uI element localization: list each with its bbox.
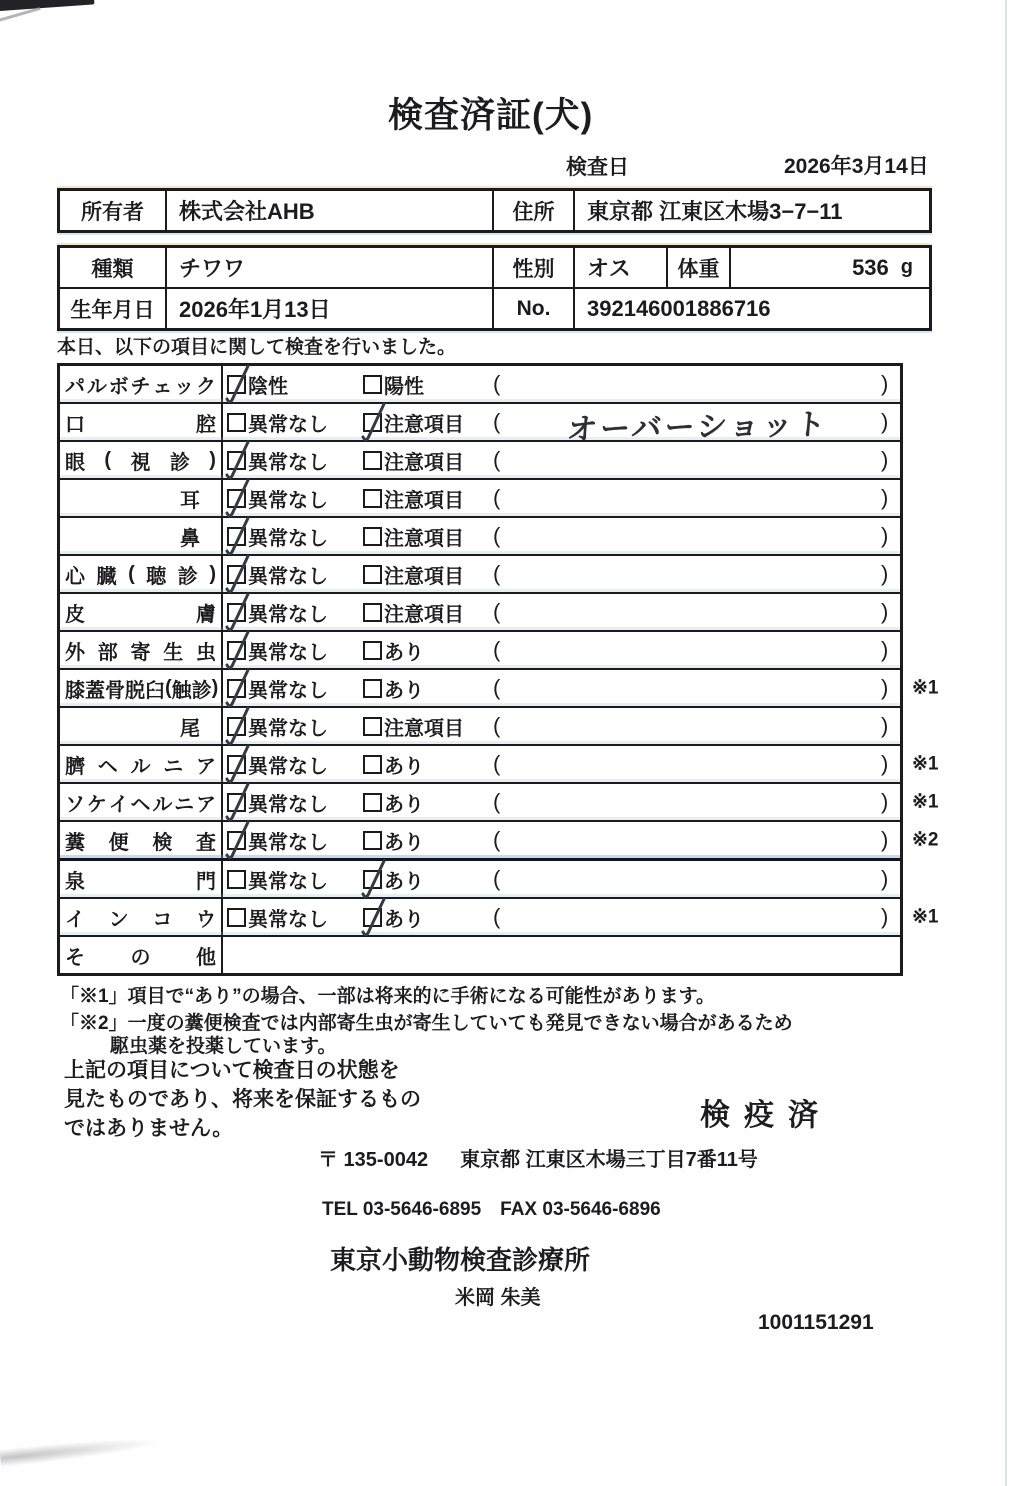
inspection-row bbox=[60, 820, 939, 858]
checkbox-icon bbox=[363, 870, 382, 889]
checkbox-icon bbox=[363, 413, 382, 432]
result-option-2 bbox=[363, 708, 464, 744]
inspection-row bbox=[60, 744, 939, 782]
checkbox-icon bbox=[227, 679, 246, 698]
species-value: チワワ bbox=[165, 248, 492, 287]
inspection-row bbox=[60, 630, 900, 668]
result-option-1-label: 異常なし bbox=[248, 527, 328, 550]
result-option-1 bbox=[227, 442, 328, 478]
result-option-2 bbox=[363, 746, 424, 782]
label-char: 生 bbox=[163, 641, 184, 664]
label-char: 臓 bbox=[96, 565, 117, 588]
label-char: ア bbox=[196, 755, 216, 778]
label-char: 聴 bbox=[146, 565, 167, 588]
result-option-2 bbox=[363, 366, 424, 402]
result-option-1-label: 異常なし bbox=[248, 793, 328, 816]
inspection-row-content bbox=[223, 480, 900, 516]
note-paren-open: ( bbox=[493, 827, 501, 852]
note-paren-close: ) bbox=[881, 523, 889, 548]
result-option-2-label: 注意項目 bbox=[384, 717, 464, 740]
label-char: ( bbox=[104, 448, 112, 471]
note-paren-close: ) bbox=[881, 751, 889, 776]
inspection-item-label bbox=[60, 937, 223, 973]
checkbox-icon bbox=[363, 451, 382, 470]
result-option-2 bbox=[363, 594, 464, 630]
inspection-row-content bbox=[223, 822, 900, 858]
serial-number: 1001151291 bbox=[758, 1311, 874, 1334]
result-option-1 bbox=[227, 404, 328, 440]
result-option-2 bbox=[363, 556, 464, 592]
result-option-2 bbox=[363, 480, 464, 516]
result-option-2 bbox=[363, 899, 424, 935]
label-char: ) bbox=[209, 448, 216, 471]
inspection-row bbox=[60, 554, 900, 592]
checkbox-icon bbox=[363, 603, 382, 622]
inspection-item-label bbox=[60, 594, 223, 630]
label-char: ヘ bbox=[97, 755, 118, 778]
label-char: 膝 bbox=[65, 679, 85, 702]
note-paren-open: ( bbox=[493, 789, 501, 814]
note-paren-close: ) bbox=[881, 599, 889, 624]
owner-table bbox=[57, 188, 932, 233]
label-char: 鼻 bbox=[180, 527, 200, 550]
note-paren-open: ( bbox=[493, 561, 501, 586]
inspection-row-content bbox=[223, 518, 900, 554]
result-option-1 bbox=[227, 594, 328, 630]
note-paren-open: ( bbox=[493, 866, 501, 891]
label-char: 他 bbox=[196, 946, 216, 969]
species-label: 種類 bbox=[91, 257, 134, 281]
address-label: 住所 bbox=[492, 191, 573, 230]
label-char: ル bbox=[130, 755, 151, 778]
label-char: ( bbox=[128, 562, 135, 585]
number-label: No. bbox=[492, 289, 573, 328]
label-char: イ bbox=[108, 793, 129, 816]
weight-value-cell bbox=[729, 248, 929, 287]
label-char: ) bbox=[209, 562, 216, 585]
result-option-1-label: 異常なし bbox=[248, 451, 328, 474]
birthdate-value: 2026年1月13日 bbox=[165, 289, 492, 328]
label-char: 膚 bbox=[196, 603, 216, 626]
result-option-2-label: 陽性 bbox=[384, 375, 424, 398]
note-paren-close: ) bbox=[881, 827, 889, 852]
checkbox-icon bbox=[363, 527, 382, 546]
label-char: 虫 bbox=[196, 641, 216, 664]
label-char: ェ bbox=[152, 375, 173, 398]
label-char: コ bbox=[152, 908, 173, 931]
inspection-item-label bbox=[60, 861, 223, 897]
label-char: 臍 bbox=[65, 755, 85, 778]
label-char: 寄 bbox=[130, 641, 151, 664]
inspection-row bbox=[60, 478, 900, 516]
page-title: 検査済証(犬) bbox=[388, 96, 594, 135]
disclaimer-text bbox=[64, 1056, 421, 1143]
inspection-row bbox=[60, 706, 900, 744]
inspection-item-label bbox=[60, 899, 223, 935]
checkbox-icon bbox=[363, 641, 382, 660]
label-char: パ bbox=[65, 375, 85, 398]
animal-table-row-1 bbox=[60, 248, 929, 287]
label-char: 腔 bbox=[196, 413, 216, 436]
note-paren-close: ) bbox=[881, 637, 889, 662]
footnote-2-line-2: 駆虫薬を投薬しています。 bbox=[110, 1036, 337, 1057]
label-char: 骨 bbox=[105, 679, 125, 702]
inspection-row-content bbox=[223, 861, 900, 897]
result-option-1-label: 異常なし bbox=[248, 565, 328, 588]
checkbox-icon bbox=[227, 489, 246, 508]
result-option-1-label: 異常なし bbox=[248, 908, 328, 931]
disclaimer-line-1: 上記の項目について検査日の状態を bbox=[64, 1059, 400, 1082]
label-char: 視 bbox=[130, 451, 151, 474]
result-option-1 bbox=[227, 899, 328, 935]
scan-artifact-corner-icon bbox=[0, 0, 94, 12]
label-char: 尾 bbox=[180, 717, 200, 740]
inspection-item-label bbox=[60, 404, 223, 440]
footnote-mark: ※1 bbox=[912, 677, 939, 699]
inspection-row-content bbox=[223, 632, 900, 668]
checkbox-icon bbox=[363, 489, 382, 508]
label-char: ニ bbox=[174, 793, 195, 816]
inspection-row bbox=[60, 668, 939, 706]
result-option-1-label: 異常なし bbox=[248, 413, 328, 436]
label-char: イ bbox=[65, 908, 85, 931]
label-char: ) bbox=[211, 676, 219, 699]
note-paren-close: ) bbox=[881, 904, 889, 929]
result-option-1 bbox=[227, 708, 328, 744]
intro-sentence: 本日、以下の項目に関して検査を行いました。 bbox=[57, 337, 457, 358]
label-char: ウ bbox=[195, 908, 216, 931]
checkbox-icon bbox=[363, 755, 382, 774]
label-char: 外 bbox=[65, 641, 85, 664]
inspection-item-label bbox=[60, 822, 223, 858]
note-paren-open: ( bbox=[493, 675, 501, 700]
note-paren-open: ( bbox=[493, 751, 501, 776]
label-char: 蓋 bbox=[85, 679, 105, 702]
note-paren-open: ( bbox=[493, 371, 501, 396]
checkbox-icon bbox=[363, 831, 382, 850]
inspection-row-content bbox=[223, 404, 900, 447]
label-char: ニ bbox=[163, 755, 184, 778]
inspection-row-content bbox=[223, 937, 900, 973]
result-option-1-label: 陰性 bbox=[248, 375, 288, 398]
postal-code: 〒 135-0042 bbox=[318, 1149, 429, 1171]
result-option-1 bbox=[227, 822, 328, 858]
quarantine-stamp: 検疫済 bbox=[700, 1099, 832, 1132]
label-char: 触 bbox=[171, 679, 192, 702]
note-paren-open: ( bbox=[493, 713, 501, 738]
result-option-1 bbox=[227, 366, 288, 402]
checkbox-icon bbox=[227, 451, 246, 470]
result-option-1 bbox=[227, 632, 328, 668]
result-option-2 bbox=[363, 784, 424, 820]
handwritten-note: オーバーショット bbox=[565, 408, 830, 447]
clinic-postal-line bbox=[318, 1143, 758, 1172]
label-char: 診 bbox=[169, 451, 190, 474]
label-char: そ bbox=[65, 946, 85, 969]
inspection-row bbox=[60, 440, 900, 478]
result-option-1-label: 異常なし bbox=[248, 831, 328, 854]
inspection-date-label: 検査日 bbox=[566, 156, 629, 179]
checkbox-icon bbox=[363, 679, 382, 698]
inspection-row bbox=[60, 516, 900, 554]
result-option-2-label: 注意項目 bbox=[384, 603, 464, 626]
inspection-item-label bbox=[60, 518, 223, 554]
inspection-item-label bbox=[60, 632, 223, 668]
checkbox-icon bbox=[227, 565, 246, 584]
label-char: ( bbox=[165, 676, 172, 699]
label-char: 部 bbox=[97, 641, 118, 664]
clinic-name: 東京小動物検査診療所 bbox=[330, 1245, 591, 1275]
result-option-1 bbox=[227, 746, 328, 782]
label-char: ヘ bbox=[130, 793, 151, 816]
checkbox-icon bbox=[363, 717, 382, 736]
birthdate-label: 生年月日 bbox=[70, 298, 155, 322]
label-char: ル bbox=[86, 375, 107, 398]
footnote-2-line-1: 「※2」一度の糞便検査では内部寄生虫が寄生していても発見できない場合があるため bbox=[60, 1013, 793, 1034]
note-paren-open: ( bbox=[493, 637, 501, 662]
note-paren-close: ) bbox=[881, 675, 889, 700]
checkbox-icon bbox=[227, 375, 246, 394]
label-char: 糞 bbox=[65, 831, 85, 854]
inspection-item-label bbox=[60, 480, 223, 516]
inspection-row bbox=[60, 935, 900, 973]
inspection-item-label bbox=[60, 784, 223, 820]
sex-value: オス bbox=[573, 248, 666, 287]
note-paren-open: ( bbox=[493, 523, 501, 548]
label-char: の bbox=[130, 946, 151, 969]
result-option-2 bbox=[363, 861, 424, 897]
result-option-1-label: 異常なし bbox=[248, 489, 328, 512]
result-option-2-label: あり bbox=[384, 831, 424, 854]
checkbox-icon bbox=[227, 717, 246, 736]
result-option-2-label: 注意項目 bbox=[384, 565, 464, 588]
label-char: ケ bbox=[86, 793, 107, 816]
inspection-item-label bbox=[60, 556, 223, 592]
label-char: ソ bbox=[65, 793, 85, 816]
note-paren-open: ( bbox=[493, 904, 501, 929]
checkbox-icon bbox=[227, 755, 246, 774]
weight-label: 体重 bbox=[666, 248, 729, 287]
inspection-item-label bbox=[60, 708, 223, 744]
inspection-row-content bbox=[223, 670, 900, 706]
result-option-1-label: 異常なし bbox=[248, 603, 328, 626]
note-paren-close: ) bbox=[881, 447, 889, 472]
checkbox-icon bbox=[227, 831, 246, 850]
inspection-item-label bbox=[60, 746, 223, 782]
owner-table-row bbox=[60, 191, 929, 230]
animal-table-row-2 bbox=[60, 287, 929, 328]
inspection-row-content bbox=[223, 366, 900, 402]
result-option-2 bbox=[363, 404, 464, 440]
number-value: 392146001886716 bbox=[573, 289, 929, 328]
inspection-row-content bbox=[223, 784, 900, 820]
label-char: ク bbox=[195, 375, 216, 398]
checkmark-icon bbox=[358, 400, 388, 444]
note-paren-close: ) bbox=[881, 713, 889, 738]
note-paren-open: ( bbox=[493, 485, 501, 510]
note-paren-close: ) bbox=[881, 561, 889, 586]
clinic-tel-fax: TEL 03-5646-6895 FAX 03-5646-6896 bbox=[322, 1199, 661, 1220]
inspection-item-label bbox=[60, 366, 223, 402]
result-option-1-label: 異常なし bbox=[248, 641, 328, 664]
note-paren-close: ) bbox=[881, 485, 889, 510]
handwritten-note bbox=[518, 360, 878, 368]
inspection-row bbox=[60, 858, 900, 897]
label-char: チ bbox=[130, 375, 151, 398]
result-option-2-label: あり bbox=[384, 870, 424, 893]
footnote-mark: ※1 bbox=[912, 753, 939, 775]
inspection-row bbox=[60, 782, 939, 820]
note-paren-open: ( bbox=[493, 599, 501, 624]
label-char: 診 bbox=[177, 565, 198, 588]
result-option-1 bbox=[227, 480, 328, 516]
weight-value: 536 bbox=[852, 254, 889, 280]
checkbox-icon bbox=[227, 908, 246, 927]
label-char: 心 bbox=[65, 565, 85, 588]
checkbox-icon bbox=[363, 565, 382, 584]
result-option-2 bbox=[363, 822, 424, 858]
checkbox-icon bbox=[363, 793, 382, 812]
result-option-2-label: あり bbox=[384, 641, 424, 664]
label-char: ル bbox=[152, 793, 173, 816]
note-paren-close: ) bbox=[881, 789, 889, 814]
label-char: 皮 bbox=[65, 603, 85, 626]
result-option-1 bbox=[227, 518, 328, 554]
disclaimer-line-3: ではありません。 bbox=[64, 1117, 234, 1140]
inspection-row-content bbox=[223, 899, 900, 935]
note-paren-close: ) bbox=[881, 371, 889, 396]
label-char: 便 bbox=[108, 831, 129, 854]
inspection-date-value: 2026年3月14日 bbox=[784, 155, 929, 178]
checkbox-icon bbox=[363, 908, 382, 927]
inspection-item-label bbox=[60, 670, 223, 706]
checkbox-icon bbox=[227, 603, 246, 622]
result-option-1-label: 異常なし bbox=[248, 755, 328, 778]
disclaimer-line-2: 見たものであり、将来を保証するもの bbox=[64, 1088, 421, 1111]
checkbox-icon bbox=[227, 870, 246, 889]
label-char: 検 bbox=[152, 831, 173, 854]
label-char: ア bbox=[195, 793, 216, 816]
inspection-row-content bbox=[223, 594, 900, 630]
inspection-item-label bbox=[60, 442, 223, 478]
footnote-1: 「※1」項目で“あり”の場合、一部は将来的に手術になる可能性があります。 bbox=[60, 986, 716, 1007]
result-option-2-label: あり bbox=[384, 679, 424, 702]
checkmark-icon bbox=[222, 362, 252, 406]
note-paren-open: ( bbox=[493, 409, 501, 434]
checkmark-icon bbox=[222, 818, 252, 862]
address-value: 東京都 江東区木場3−7−11 bbox=[573, 191, 929, 230]
inspection-table bbox=[57, 363, 939, 976]
owner-value: 株式会社AHB bbox=[165, 191, 492, 230]
result-option-2 bbox=[363, 518, 464, 554]
result-option-1-label: 異常なし bbox=[248, 717, 328, 740]
inspection-row bbox=[60, 592, 900, 630]
owner-label: 所有者 bbox=[81, 200, 144, 224]
checkbox-icon bbox=[363, 375, 382, 394]
label-char: ッ bbox=[174, 375, 195, 398]
label-char: 脱 bbox=[125, 679, 145, 702]
footnote-mark: ※2 bbox=[912, 829, 939, 851]
note-paren-close: ) bbox=[881, 866, 889, 891]
label-char: ボ bbox=[108, 375, 129, 398]
label-char: 臼 bbox=[145, 679, 165, 702]
result-option-2 bbox=[363, 670, 424, 706]
label-char: 門 bbox=[196, 870, 216, 893]
sex-label: 性別 bbox=[492, 248, 573, 287]
checkbox-icon bbox=[227, 641, 246, 660]
result-option-2-label: あり bbox=[384, 793, 424, 816]
result-option-2-label: あり bbox=[384, 908, 424, 931]
label-char: 泉 bbox=[65, 870, 85, 893]
animal-table bbox=[57, 245, 932, 331]
checkbox-icon bbox=[227, 793, 246, 812]
label-char: 診 bbox=[191, 679, 212, 702]
scan-smudge bbox=[0, 1433, 161, 1468]
result-option-1-label: 異常なし bbox=[248, 870, 328, 893]
scan-edge-shadow bbox=[1005, 0, 1007, 1486]
result-option-2-label: あり bbox=[384, 755, 424, 778]
result-option-1-label: 異常なし bbox=[248, 679, 328, 702]
result-option-2 bbox=[363, 632, 424, 668]
checkmark-icon bbox=[358, 895, 388, 939]
inspection-row-content bbox=[223, 746, 900, 782]
result-option-2-label: 注意項目 bbox=[384, 489, 464, 512]
result-option-2-label: 注意項目 bbox=[384, 451, 464, 474]
result-option-1 bbox=[227, 861, 328, 897]
result-option-1 bbox=[227, 556, 328, 592]
result-option-2-label: 注意項目 bbox=[384, 527, 464, 550]
footnote-mark: ※1 bbox=[912, 791, 939, 813]
weight-unit: g bbox=[900, 256, 913, 278]
label-char: 眼 bbox=[65, 451, 85, 474]
label-char: 耳 bbox=[180, 489, 200, 512]
inspection-row bbox=[60, 366, 900, 402]
result-option-1 bbox=[227, 784, 328, 820]
result-option-1 bbox=[227, 670, 328, 706]
label-char: ン bbox=[108, 908, 129, 931]
footnote-mark: ※1 bbox=[912, 906, 939, 928]
clinic-address: 東京都 江東区木場三丁目7番11号 bbox=[460, 1149, 758, 1171]
inspection-row-content bbox=[223, 556, 900, 592]
examiner-name: 米岡 朱美 bbox=[455, 1287, 541, 1309]
note-paren-close: ) bbox=[881, 409, 889, 434]
checkbox-icon bbox=[227, 413, 246, 432]
result-option-2 bbox=[363, 442, 464, 478]
label-char: 口 bbox=[65, 413, 85, 436]
label-char: 査 bbox=[195, 831, 216, 854]
inspection-row bbox=[60, 897, 939, 935]
inspection-row bbox=[60, 402, 900, 447]
note-paren-open: ( bbox=[493, 447, 501, 472]
checkbox-icon bbox=[227, 527, 246, 546]
inspection-row-content bbox=[223, 708, 900, 744]
result-option-2-label: 注意項目 bbox=[384, 413, 464, 436]
